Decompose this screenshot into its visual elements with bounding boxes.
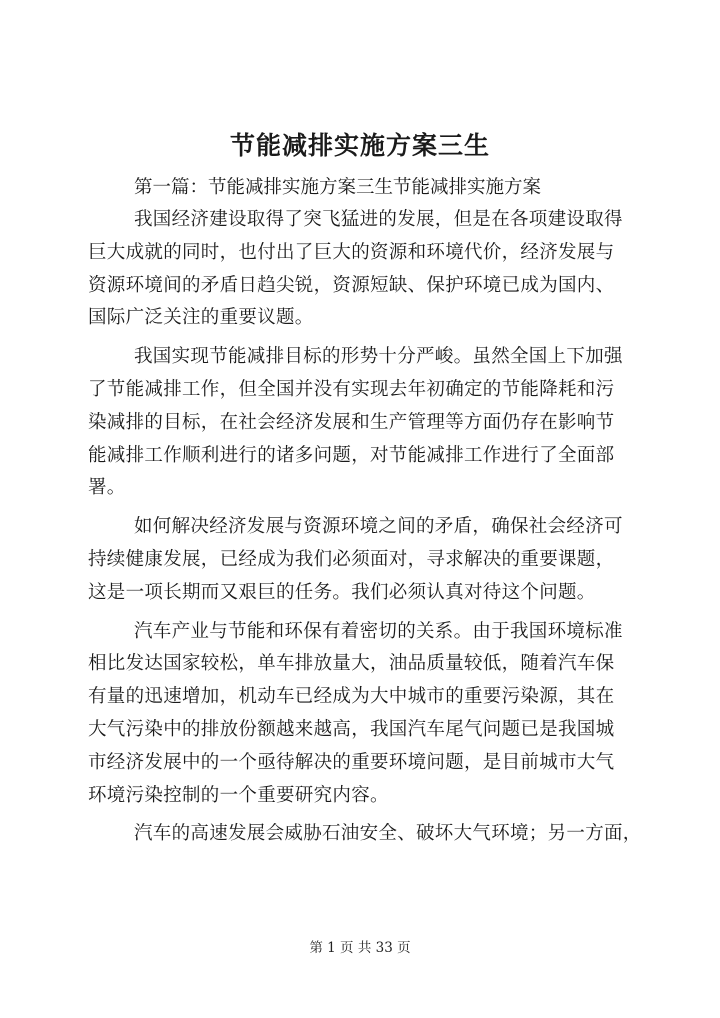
paragraph-line: 资源环境间的矛盾日趋尖锐，资源短缺、保护环境已成为国内、 [88,274,615,296]
paragraph-line: 市经济发展中的一个亟待解决的重要环境问题，是目前城市大气 [88,751,615,773]
paragraph-line: 巨大成就的同时，也付出了巨大的资源和环境代价，经济发展与 [88,241,615,263]
paragraph-line: 相比发达国家较松，单车排放量大，油品质量较低，随着汽车保 [88,653,615,675]
paragraph-line: 环境污染控制的一个重要研究内容。 [88,784,389,806]
paragraph-line: 国际广泛关注的重要议题。 [88,307,314,329]
paragraph [88,341,638,505]
paragraph-line: 如何解决经济发展与资源环境之间的矛盾，确保社会经济可 [134,516,623,538]
document-body [88,204,642,857]
paragraph-line: 能减排工作顺利进行的诸多问题，对节能减排工作进行了全面部 [88,444,615,466]
paragraph [88,818,642,851]
document-subtitle: 第一篇：节能减排实施方案三生节能减排实施方案 [134,177,542,198]
paragraph-line: 有量的迅速增加，机动车已经成为大中城市的重要污染源，其在 [88,686,615,708]
paragraph-line: 持续健康发展，已经成为我们必须面对，寻求解决的重要课题， [88,548,615,570]
paragraph-line: 这是一项长期而又艰巨的任务。我们必须认真对待这个问题。 [88,581,596,603]
paragraph-line: 了节能减排工作，但全国并没有实现去年初确定的节能降耗和污 [88,378,615,400]
paragraph-line: 我国实现节能减排目标的形势十分严峻。虽然全国上下加强 [134,346,623,368]
paragraph-line: 汽车的高速发展会威胁石油安全、破坏大气环境；另一方面， [134,823,642,845]
paragraph-line: 署。 [88,477,126,499]
paragraph-line: 大气污染中的排放份额越来越高，我国汽车尾气问题已是我国城 [88,718,615,740]
paragraph-line: 汽车产业与节能和环保有着密切的关系。由于我国环境标准 [134,620,623,642]
page-footer: 第 1 页 共 33 页 [309,940,411,956]
paragraph [88,204,638,335]
document-title: 节能减排实施方案三生 [229,131,490,160]
paragraph [88,616,638,813]
paragraph-line: 染减排的目标，在社会经济发展和生产管理等方面仍存在影响节 [88,411,615,433]
paragraph [88,511,638,609]
paragraph-line: 我国经济建设取得了突飞猛进的发展，但是在各项建设取得 [134,209,623,230]
